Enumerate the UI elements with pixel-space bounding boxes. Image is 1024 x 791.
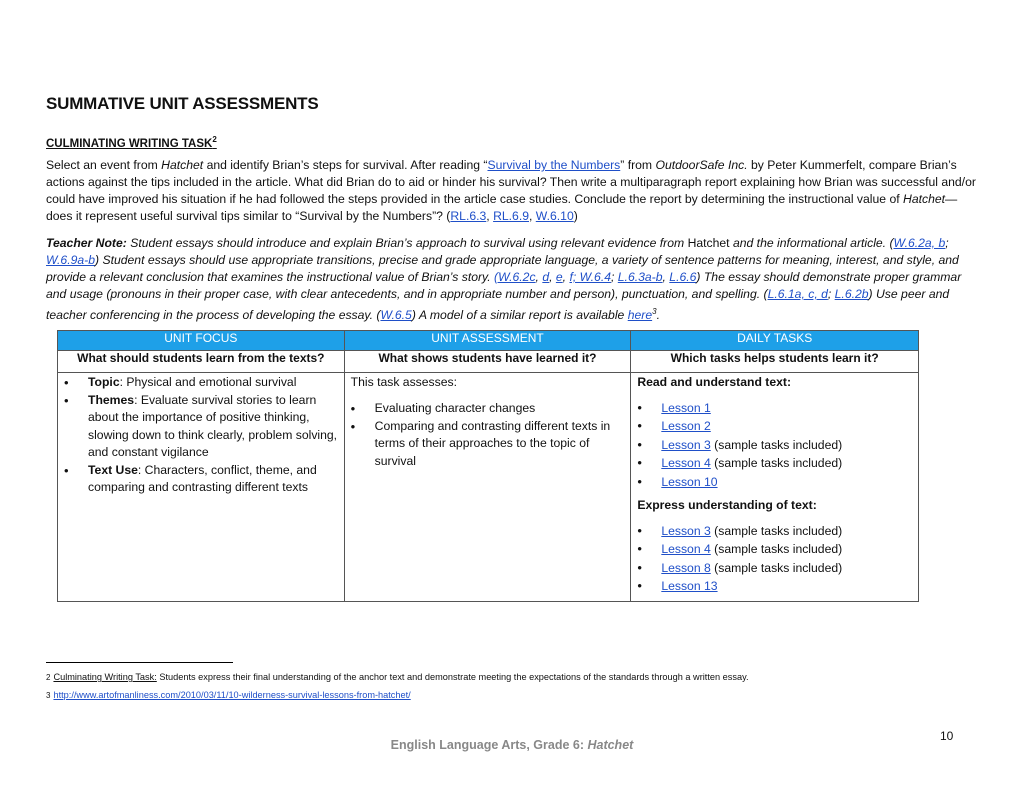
page-footer (0, 738, 1024, 752)
separator: , (486, 209, 494, 223)
subheader-tasks: Which tasks helps students learn it? (631, 351, 919, 373)
footnote-marker: 3 (652, 307, 657, 316)
lesson-link[interactable]: Lesson 13 (661, 579, 718, 594)
text-run: and identify Brian’s steps for survival. After reading “ (203, 158, 488, 172)
standard-link[interactable]: RL.6.9 (493, 209, 529, 223)
text-run: ) Use peer and teacher conferencing in the process of developing the essay. ( (46, 287, 950, 323)
lesson-link[interactable]: Lesson 8 (661, 560, 711, 575)
article-link[interactable]: Survival by the Numbers (487, 158, 621, 172)
footnote-text: Students express their final understanding of the anchor text and demonstrate meeting the expectations of the standards through a written essay. (156, 672, 749, 682)
text-run: Student essays should introduce and explain Brian’s approach to survival using relevant evidence from (126, 236, 688, 250)
text-run: ) (573, 209, 578, 223)
footnote-url-link[interactable]: http://www.artofmanliness.com/2010/03/11/10-wilderness-survival-lessons-from-hatchet/ (53, 690, 411, 700)
header-unit-assessment: UNIT ASSESSMENT (344, 331, 631, 351)
footnote-number: 3 (46, 691, 51, 700)
text-run: —does it represent useful survival tips similar to “Survival by the Numbers”? ( (46, 192, 958, 223)
separator: ; (945, 236, 949, 250)
list-item (631, 473, 918, 491)
section-heading-text: CULMINATING WRITING TASK (46, 137, 213, 150)
task-paragraph (46, 157, 981, 225)
standard-link[interactable]: W.6.2a, b (893, 236, 946, 250)
page-title: SUMMATIVE UNIT ASSESSMENTS (46, 94, 319, 113)
footnote-divider (46, 662, 233, 663)
text-run: ) Student essays should use appropriate transitions, precise and grade appropriate language, a variety of sentence patterns for meaning, interest, and style, and provide a relevant conclusion that examines the instructional value of Brian’s story. (46, 253, 959, 284)
standard-link[interactable]: f; W.6.4 (569, 270, 611, 284)
text-run: ” from (620, 158, 656, 172)
item-label: Themes (88, 392, 135, 407)
list-item: • Evaluating character changes (345, 400, 631, 418)
lesson-link[interactable]: Lesson 2 (661, 419, 711, 434)
list-item (631, 454, 918, 472)
assessment-list (345, 400, 631, 470)
daily-tasks-cell (631, 373, 919, 602)
standard-link[interactable]: RL.6.3 (450, 209, 487, 223)
subheader-assessment: What shows students have learned it? (344, 351, 631, 373)
lesson-link[interactable]: Lesson 1 (661, 401, 711, 415)
footnote-1 (46, 671, 749, 684)
list-item (58, 462, 344, 497)
model-report-link[interactable]: here (627, 308, 653, 323)
item-text: : Evaluate survival stories to learn about the importance of positive thinking, slowing down to think clearly, problem solving, and constant vigilance (88, 392, 338, 459)
book-title: Hatchet (687, 236, 730, 250)
table-subheader-row (58, 351, 919, 373)
focus-cell (58, 373, 345, 602)
teacher-note-label: Teacher Note: (46, 236, 127, 250)
header-unit-focus: UNIT FOCUS (58, 331, 345, 351)
separator: , (662, 270, 670, 284)
footer-title: Hatchet (587, 738, 634, 752)
standard-link[interactable]: e (555, 270, 563, 284)
separator: , (549, 270, 556, 284)
lesson-link[interactable]: Lesson 4 (661, 542, 711, 557)
lesson-note: (sample tasks included) (710, 437, 843, 452)
focus-list (58, 374, 344, 497)
list-item: • Comparing and contrasting different texts in terms of their approaches to the topic of survival (345, 418, 631, 471)
footnote-2 (46, 689, 411, 702)
separator: ; (611, 270, 618, 284)
standard-link[interactable]: L.6.3a-b (617, 270, 663, 284)
item-label: Topic (88, 375, 120, 389)
list-item (631, 522, 918, 540)
lesson-link[interactable]: Lesson 3 (661, 437, 711, 452)
text-run: Select an event from (46, 158, 162, 172)
table-row (58, 373, 919, 602)
list-item (631, 436, 918, 454)
separator: , (562, 270, 570, 284)
standard-link[interactable]: (W.6.2c (494, 270, 536, 284)
text-run: ) The essay should demonstrate proper grammar and usage (pronouns in their proper case, with clear antecedents, and in appropriate number and person), punctuation, and spelling. ( (46, 270, 962, 301)
standard-link[interactable]: L.6.6 (669, 270, 697, 284)
text-run: by Peter Kummerfelt, compare Brian’s actions against the tips included in the article. What did Brian do to aid or hinder his survival? Then write a multiparagraph report explaining how Brian was successful and/or could have improved his situation if he had followed the steps provided in the article case studies. Conclude the report by determining the instructional value of (46, 158, 976, 206)
section-heading (46, 135, 217, 150)
read-understand-heading: Read and understand text: (637, 375, 792, 389)
standard-link[interactable]: d (542, 270, 550, 284)
assessment-lead: This task assesses: (350, 375, 457, 389)
list-item (631, 540, 918, 558)
lesson-link[interactable]: Lesson 3 (661, 524, 711, 539)
standard-link[interactable]: W.6.10 (535, 209, 574, 223)
book-title: Hatchet (161, 158, 204, 172)
unit-table (57, 330, 919, 602)
footer-text: English Language Arts, Grade 6: (390, 738, 588, 752)
book-title: Hatchet (903, 192, 946, 206)
standard-link[interactable]: L.6.1a, c, d (767, 287, 828, 301)
item-text: : Characters, conflict, theme, and comparing and contrasting different texts (88, 462, 317, 494)
standard-link[interactable]: W.6.9a-b (46, 253, 95, 267)
lesson-note: (sample tasks included) (710, 456, 843, 471)
subheader-focus: What should students learn from the texts? (58, 351, 345, 373)
express-lessons-list (631, 522, 918, 596)
page-number: 10 (940, 729, 954, 743)
list-item (631, 399, 918, 417)
text-run: ) A model of a similar report is available (411, 308, 628, 323)
list-item (631, 559, 918, 577)
separator: , (535, 270, 543, 284)
lesson-note: (sample tasks included) (710, 560, 843, 575)
publisher-name: OutdoorSafe Inc. (655, 158, 748, 172)
table-header-row (58, 331, 919, 351)
express-understanding-heading: Express understanding of text: (637, 498, 817, 513)
separator: ; (827, 287, 835, 301)
read-lessons-list (631, 399, 918, 491)
lesson-link[interactable]: Lesson 4 (661, 456, 711, 471)
standard-link[interactable]: W.6.5 (380, 308, 412, 323)
item-label: Text Use (88, 462, 138, 477)
standard-link[interactable]: L.6.2b (834, 287, 869, 301)
footnote-number: 2 (46, 673, 51, 682)
separator: , (529, 209, 536, 223)
list-item (631, 417, 918, 435)
text-run: . (656, 308, 660, 323)
assessment-cell (344, 373, 631, 602)
item-text: : Physical and emotional survival (119, 375, 297, 389)
list-item (58, 374, 344, 392)
footnote-marker: 2 (212, 135, 217, 144)
lesson-note: (sample tasks included) (710, 524, 843, 539)
text-run: and the informational article. ( (729, 236, 894, 250)
header-daily-tasks: DAILY TASKS (631, 331, 919, 351)
teacher-note-paragraph (46, 235, 981, 324)
lesson-link[interactable]: Lesson 10 (661, 474, 718, 489)
list-item (58, 392, 344, 462)
footnote-label: Culminating Writing Task: (53, 672, 157, 682)
list-item (631, 577, 918, 595)
lesson-note: (sample tasks included) (710, 542, 843, 557)
